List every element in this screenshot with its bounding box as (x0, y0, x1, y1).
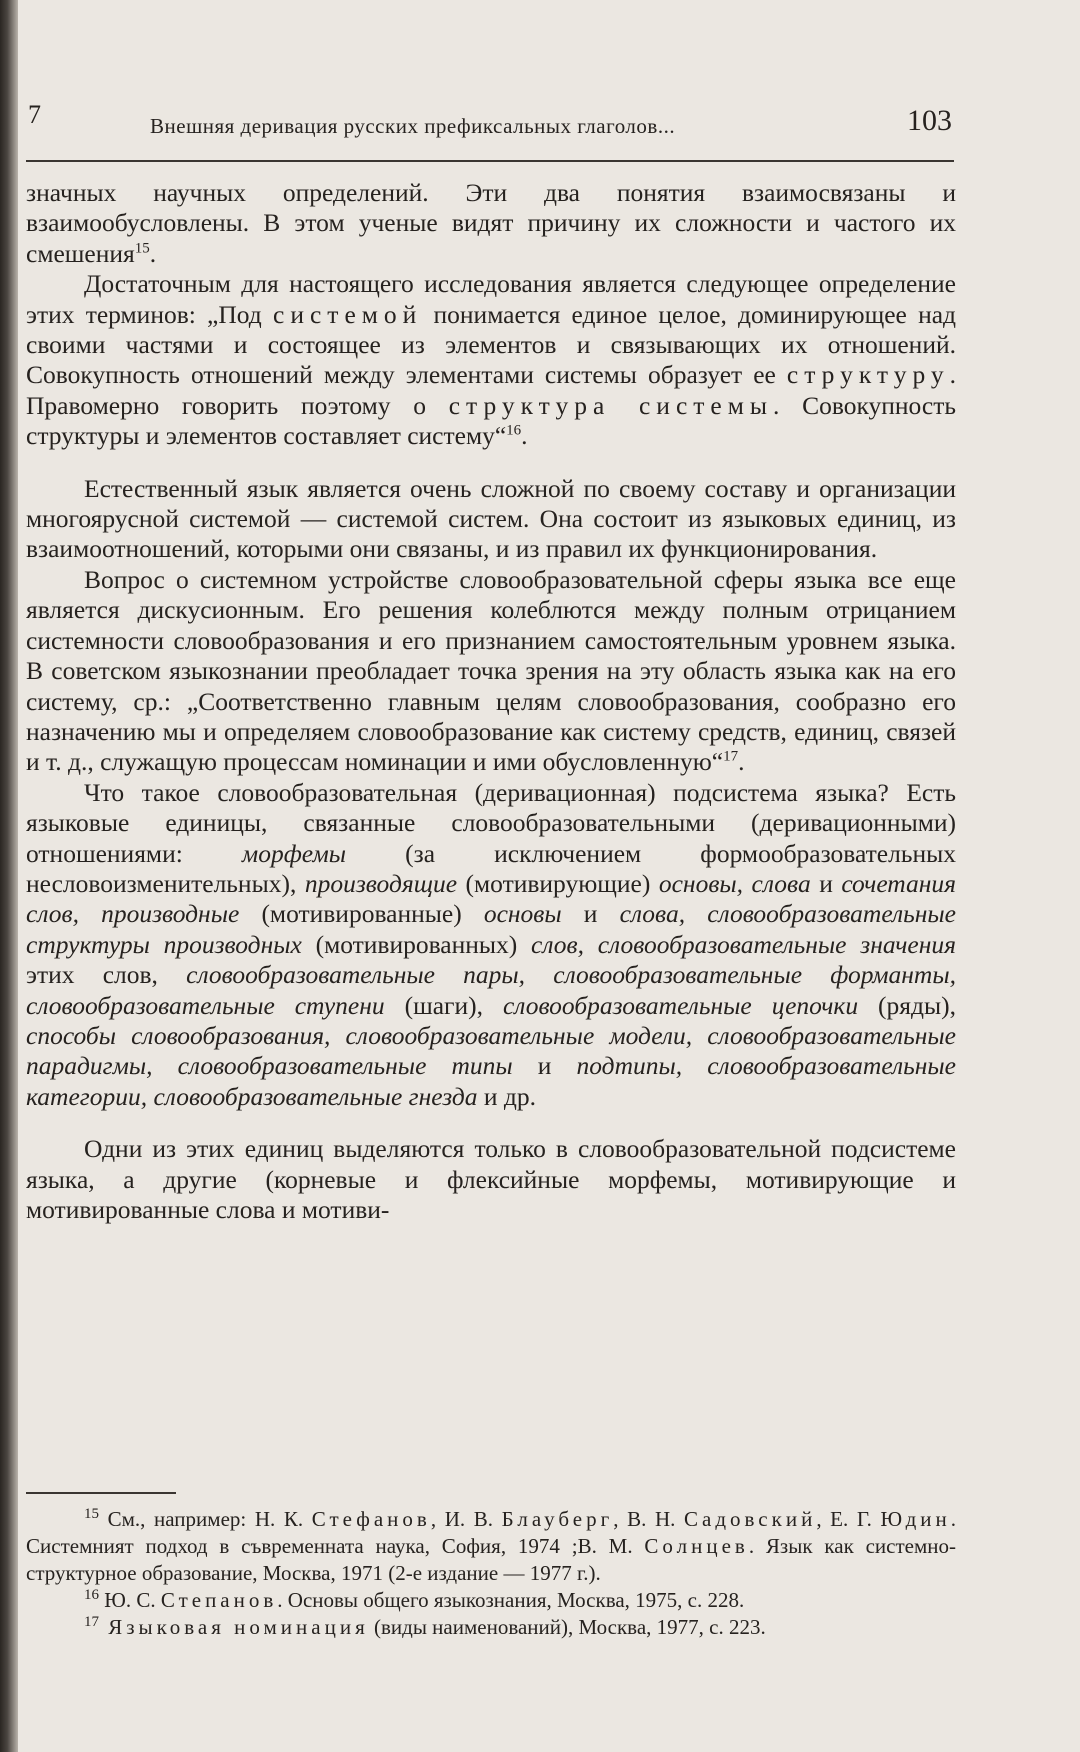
book-page (22, 0, 1062, 1752)
chapter-number: 7 (28, 100, 41, 129)
footnote-rule (26, 1492, 176, 1494)
italic-term: способы словообразования, словообразовательные модели, словообразовательные парадигмы, словообразовательные типы (26, 1020, 956, 1081)
text-run: (мотивированные) (239, 899, 484, 929)
footnote-ref-16: 16 (506, 422, 522, 439)
book-spine-shadow (0, 0, 18, 1752)
header-rule (26, 160, 954, 162)
text-run: и (810, 868, 842, 898)
footnote-16: $^{16}$ Ю. С. Степанов. Основы общего языкознания, Москва, 1975, с. 228. (84, 1587, 745, 1612)
italic-term: основы (483, 899, 562, 929)
text-run: (мотивирующие) (457, 868, 659, 898)
page-number: 103 (907, 104, 952, 137)
italic-term: сочетания слов, производные (26, 868, 957, 929)
italic-term: словообразовательные пары, словообразовательные форманты, словообразовательные ступени (26, 960, 956, 1020)
text-run: (шаги), (384, 990, 503, 1020)
text-run: Что такое словообразовательная (деривационная) подсистема языка? Есть языковые единицы, связанные словообразовательными (деривационными) отношениями: (26, 777, 956, 868)
footnote-15: $^{15}$ См., например: Н. К. Стефанов, И. В. Блауберг, В. Н. Садовский, Е. Г. Юдин. Системният подход в съвременната наука, София, 1974 ;В. М. Солнцев. Язык как системно-структурное образование, Москва, 1971 (2-е издание — 1977 г.). (26, 1506, 957, 1585)
running-title: Внешняя деривация русских префиксальных глаголов... (150, 114, 676, 138)
footnote-ref-15: 15 (134, 240, 150, 257)
paragraph-2: Достаточным для настоящего исследования является следующее определение этих терминов: „Под системой понимается единое целое, доминирующее над своими частями и состоящее из элементов и связывающих их отношений. Совокупность отношений между элементами системы образует ее структуру. Правомерно говорить поэтому о структура системы. Совокупность структуры и элементов составляет систему“$^{16}$. (26, 269, 957, 451)
italic-term: слова, словообразовательные структуры производных (26, 899, 956, 959)
italic-term: производящие (304, 868, 458, 898)
paragraph-1: значных научных определений. Эти два понятия взаимосвязаны и взаимообусловлены. В этом ученые видят причину их сложности и частого их смешения$^{15}$. (26, 178, 956, 268)
footnote-ref-17: 17 (723, 748, 739, 765)
text-run: (мотивированных) (301, 929, 532, 959)
paragraph-5 (26, 778, 956, 1112)
body-text (26, 178, 956, 1225)
text-run: (ряды), (858, 990, 956, 1020)
text-run: и др. (477, 1081, 536, 1111)
italic-term: подтипы, словообразовательные категории, словообразовательные гнезда (26, 1051, 956, 1111)
text-run: (за исключением формообразовательных несловоизменительных), (26, 838, 956, 898)
text-run: и (512, 1051, 577, 1081)
text-run: этих слов, (26, 960, 187, 990)
italic-term: слов, словообразовательные значения (531, 929, 956, 959)
paragraph-4: Вопрос о системном устройстве словообразовательной сферы языка все еще является дискусионным. Его решения колеблются между полным отрицанием системности словообразования и его признанием самостоятельным уровнем языка. В советском языкознании преобладает точка зрения на эту область языка как на его систему, ср.: „Соответственно главным целям словообразования, сообразно его назначению мы и определяем словообразование как систему средств, единиц, связей и т. д., служащую процессам номинации и ими обусловленную“$^{17}$. (26, 564, 956, 777)
italic-term: словообразовательные цепочки (502, 990, 859, 1020)
paragraph-3: Естественный язык является очень сложной по своему составу и организации многоярусной системой — системой систем. Она состоит из языковых единиц, из взаимоотношений, которыми они связаны, и из правил их функционирования. (26, 473, 956, 564)
italic-term: основы, слова (658, 868, 811, 898)
footnotes (26, 1506, 956, 1641)
page-header (22, 100, 952, 142)
italic-term: морфемы (241, 838, 347, 868)
text-run: и (561, 899, 620, 929)
paragraph-6: Одни из этих единиц выделяются только в словообразовательной подсистеме языка, а другие (корневые и флексийные морфемы, мотивирующие и мотивированные слова и мотиви- (26, 1134, 956, 1224)
footnote-17: $^{17}$ Языковая номинация (виды наименований), Москва, 1977, с. 223. (84, 1614, 766, 1639)
